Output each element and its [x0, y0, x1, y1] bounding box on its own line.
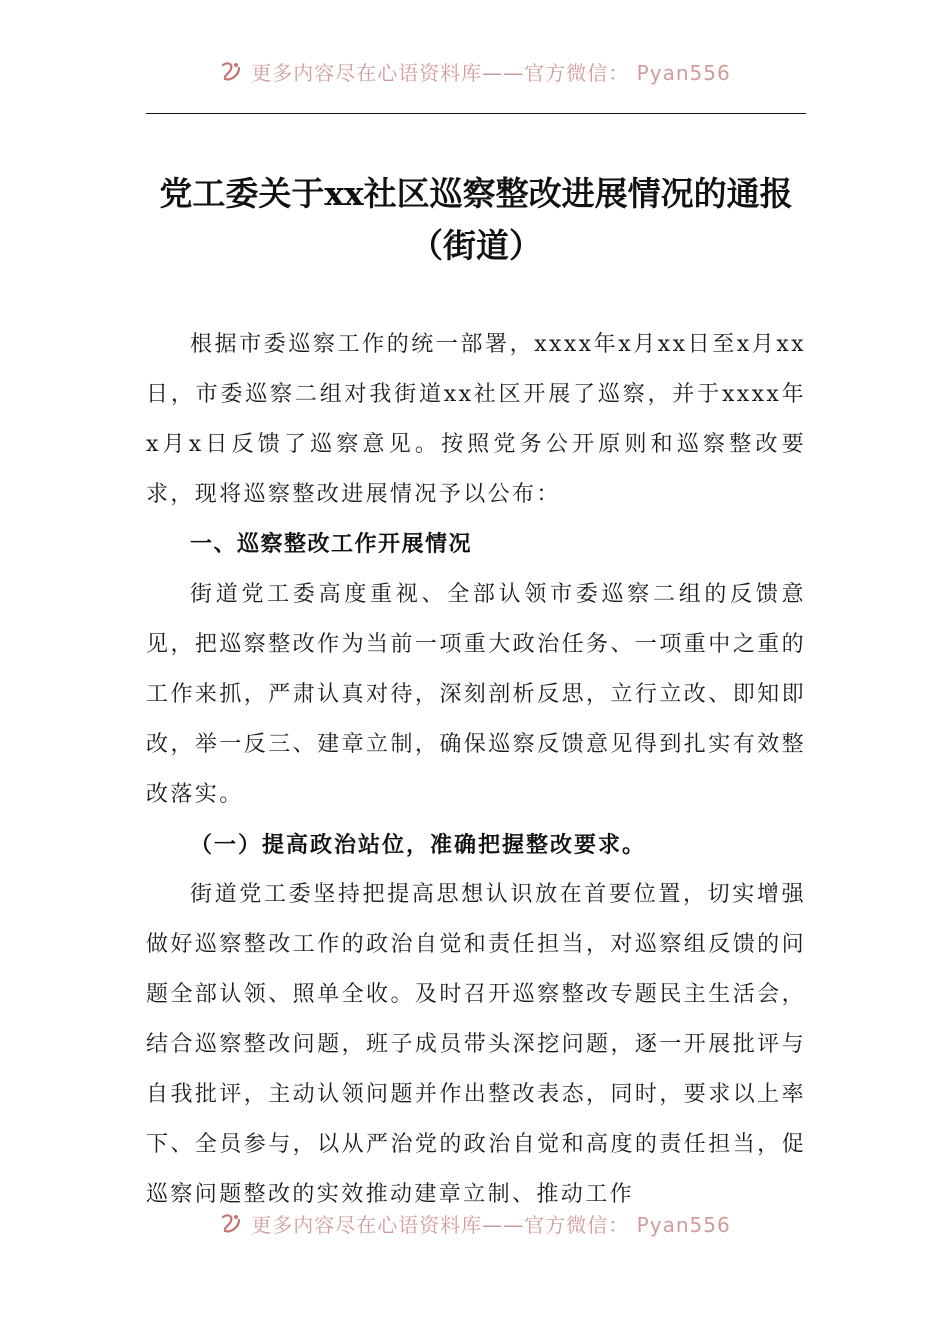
intro-paragraph: 根据市委巡察工作的统一部署，xxxx年x月xx日至x月xx日，市委巡察二组对我街道xx社区开展了巡察，并于xxxx年x月x日反馈了巡察意见。按照党务公开原则和巡察整改要求，现将巡察整改进展情况予以公布： [146, 332, 806, 507]
section-heading: 一、巡察整改工作开展情况 [190, 532, 473, 557]
watermark-logo-icon [219, 1211, 243, 1235]
document-body [146, 320, 806, 1220]
header-rule [146, 113, 806, 114]
subsection-heading: （一）提高政治站位，准确把握整改要求。 [190, 832, 647, 858]
subsection-paragraph: 街道党工委坚持把提高思想认识放在首要位置，切实增强做好巡察整改工作的政治自觉和责任担当，对巡察组反馈的问题全部认领、照单全收。及时召开巡察整改专题民主生活会，结合巡察整改问题，班子成员带头深挖问题，逐一开展批评与自我批评，主动认领问题并作出整改表态，同时，要求以上率下、全员参与，以从严治党的政治自觉和高度的责任担当，促巡察问题整改的实效推动建章立制、推动工作 [146, 882, 806, 1207]
watermark-bottom [0, 1208, 950, 1238]
watermark-text: 更多内容尽在心语资料库——官方微信： Pyan556 [251, 1212, 731, 1237]
watermark-top [0, 56, 950, 86]
document-title: 党工委关于xx社区巡察整改进展情况的通报（街道） [159, 174, 793, 265]
section-paragraph: 街道党工委高度重视、全部认领市委巡察二组的反馈意见，把巡察整改作为当前一项重大政治任务、一项重中之重的工作来抓，严肃认真对待，深刻剖析反思，立行立改、即知即改，举一反三、建章立制，确保巡察反馈意见得到扎实有效整改落实。 [146, 582, 806, 807]
watermark-logo-icon [219, 59, 243, 83]
watermark-text: 更多内容尽在心语资料库——官方微信： Pyan556 [251, 60, 731, 85]
